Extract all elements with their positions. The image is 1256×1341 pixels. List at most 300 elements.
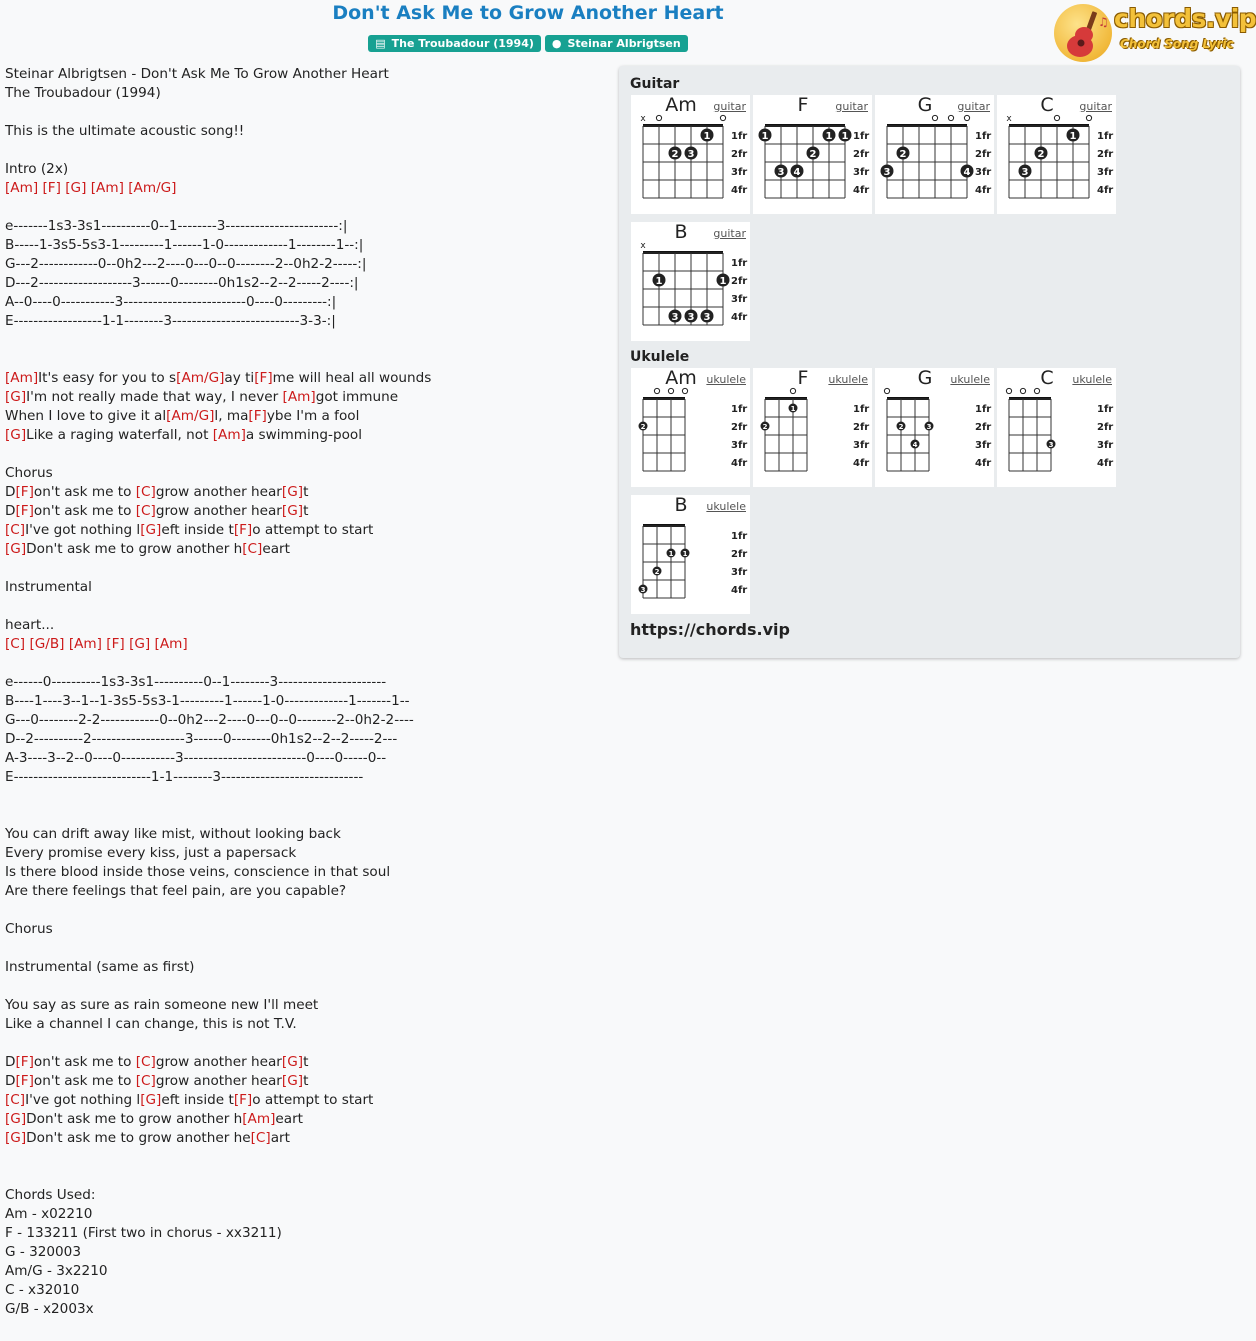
chord-token[interactable]: [F] [15,484,34,500]
lyric-line [5,179,615,198]
lyrics-body [5,65,615,1319]
fret-label: 2fr [1097,422,1114,433]
chord-token[interactable]: [C] [5,522,26,538]
lyric-text: I've got nothing l [25,1092,141,1108]
finger-number: 1 [703,130,711,142]
chord-token[interactable]: [C] [5,1092,26,1108]
ukulele-chord-card[interactable] [997,368,1116,487]
finger-number: 1 [841,130,849,142]
lyric-line [5,350,615,369]
lyric-text: I've got nothing l [25,522,141,538]
chord-token[interactable]: [Am] [5,370,39,386]
chord-token[interactable]: [F] [15,1054,34,1070]
chord-diagram [753,95,872,214]
lyric-line [5,673,615,692]
lyric-line [5,768,615,787]
guitar-chord-card[interactable] [753,95,872,214]
guitar-chord-card[interactable] [631,222,750,341]
lyric-text: got immune [315,389,399,405]
chord-token[interactable]: [Am] [154,636,188,652]
lyric-text: Steinar Albrigtsen - Don't Ask Me To Grow Another Heart [5,66,389,82]
open-string-marker [1020,388,1025,393]
fret-label: 3fr [975,440,992,451]
ukulele-chord-card[interactable] [631,368,750,487]
lyric-text: The Troubadour (1994) [5,85,161,101]
fret-label: 4fr [853,458,870,469]
lyric-line [5,65,615,84]
lyric-text: It's easy for you to s [38,370,177,386]
chord-token[interactable]: [Am] [282,389,316,405]
lyric-text: D--2----------2-------------------3------0--------0h1s2--2--2-----2--- [5,731,398,747]
lyric-text: B-----1-3s5-5s3-1---------1------1-0-------------1--------1--:| [5,237,364,253]
fret-label: 4fr [975,185,992,196]
fret-label: 3fr [731,440,748,451]
chord-token[interactable]: [Am/G] [128,180,177,196]
chord-token[interactable]: [F] [15,503,34,519]
chord-diagram [997,95,1116,214]
lyric-text: B----1----3--1--1-3s5-5s3-1---------1------1-0-------------1-------1-- [5,693,410,709]
finger-number: 2 [762,422,768,431]
lyric-line [5,388,615,407]
finger-number: 2 [899,148,907,160]
fret-label: 4fr [1097,185,1114,196]
fret-label: 2fr [731,549,748,560]
lyric-text: Don't ask me to grow another he [26,1130,251,1146]
lyric-line [5,597,615,616]
lyric-text: E------------------1-1--------3--------------------------3-3-:| [5,313,336,329]
lyric-text: eart [262,541,290,557]
lyric-text: Intro (2x) [5,161,69,177]
guitar-chord-card[interactable] [631,95,750,214]
guitar-chord-card[interactable] [875,95,994,214]
lyric-text: on't ask me to [33,1073,136,1089]
muted-string-marker: x [640,241,646,251]
chord-token[interactable]: [Am] [5,180,39,196]
fret-label: 3fr [1097,440,1114,451]
chord-token[interactable]: [G] [5,1111,27,1127]
chord-token[interactable]: [Am] [68,636,102,652]
finger-number: 2 [809,148,817,160]
chord-token[interactable]: [C] [135,1054,156,1070]
fret-label: 3fr [731,294,748,305]
lyric-text: e-------1s3-3s1----------0--1--------3-----------------------:| [5,218,348,234]
guitar-chord-link[interactable]: guitar [957,100,990,113]
ukulele-chord-link[interactable]: ukulele [706,373,746,386]
lyric-line [5,274,615,293]
chord-diagram [631,368,750,487]
chord-name: F [797,94,809,116]
lyric-line [5,1034,615,1053]
lyric-line [5,521,615,540]
lyric-text: D [5,484,16,500]
finger-number: 3 [703,311,711,323]
finger-number: 3 [687,148,695,160]
chord-token[interactable]: [C] [250,1130,271,1146]
lyric-text: ybe I'm a fool [266,408,360,424]
lyric-text: heart... [5,617,55,633]
fret-label: 2fr [731,149,748,160]
chord-token[interactable]: [Am/G] [176,370,225,386]
lyric-line [5,502,615,521]
ukulele-chord-link[interactable]: ukulele [828,373,868,386]
guitar-chord-link[interactable]: guitar [713,227,746,240]
lyric-text: t [303,1054,309,1070]
muted-string-marker: x [640,114,646,124]
lyric-text: A-3----3--2--0----0-----------3-------------------------0----0-----0-- [5,750,387,766]
chord-token[interactable]: [F] [254,370,273,386]
lyric-line [5,863,615,882]
lyric-text: Every promise every kiss, just a papersack [5,845,297,861]
open-string-marker [932,115,937,120]
open-string-marker [1006,388,1011,393]
lyric-text: This is the ultimate acoustic song!! [5,123,245,139]
finger-number: 2 [1037,148,1045,160]
chord-token[interactable]: [G] [281,503,304,519]
logo-tagline: Chord Song Lyric [1120,37,1234,51]
fret-label: 3fr [731,167,748,178]
lyric-line [5,483,615,502]
lyric-line [5,103,615,122]
lyric-text: Am/G - 3x2210 [5,1263,108,1279]
fret-label: 1fr [975,404,992,415]
chord-token[interactable]: [F] [42,180,61,196]
lyric-text: Instrumental [5,579,92,595]
lyric-text: o attempt to start [252,522,374,538]
fret-label: 2fr [853,422,870,433]
lyric-line [5,901,615,920]
fret-label: 1fr [731,258,748,269]
artist-badge[interactable] [545,35,688,52]
finger-number: 3 [883,166,891,178]
lyric-text: You can drift away like mist, without looking back [5,826,341,842]
fret-label: 2fr [975,149,992,160]
lyric-line [5,540,615,559]
lyric-line [5,1243,615,1262]
finger-number: 3 [687,311,695,323]
artist-badge-label: Steinar Albrigtsen [567,37,681,50]
lyric-line [5,578,615,597]
chord-token[interactable]: [Am/G] [166,408,215,424]
chord-token[interactable]: [G] [140,1092,162,1108]
lyric-line [5,1224,615,1243]
chord-token[interactable]: [Am] [90,180,124,196]
fret-label: 3fr [1097,167,1114,178]
lyric-line [5,996,615,1015]
site-url-link[interactable]: https://chords.vip [630,620,790,639]
finger-number: 4 [912,440,918,449]
lyric-line [5,939,615,958]
lyric-text: a swimming-pool [245,427,362,443]
lyric-text: E----------------------------1-1--------3----------------------------- [5,769,364,785]
chord-diagram [631,222,750,341]
lyric-text: ay ti [224,370,255,386]
open-string-marker [884,388,889,393]
lyric-text: Chords Used: [5,1187,96,1203]
lyric-text: Is there blood inside those veins, conscience in that soul [5,864,391,880]
chord-name: G [917,94,933,116]
ukulele-chord-card[interactable] [753,368,872,487]
finger-number: 2 [654,567,660,576]
chord-token[interactable]: [F] [248,408,267,424]
lyric-line [5,464,615,483]
chord-token[interactable]: [F] [233,522,253,538]
lyric-line [5,1167,615,1186]
chord-token[interactable]: [C] [135,1073,156,1089]
finger-number: 3 [1048,440,1054,449]
guitar-section-label: Guitar [630,76,680,92]
lyric-line [5,1148,615,1167]
fret-label: 4fr [1097,458,1114,469]
ukulele-chord-card[interactable] [875,368,994,487]
chord-token[interactable]: [C] [135,484,156,500]
fret-label: 3fr [731,567,748,578]
lyric-text: Chorus [5,465,53,481]
lyric-text: Like a channel I can change, this is not T.V. [5,1016,297,1032]
lyric-text: G - 320003 [5,1244,81,1260]
album-badge[interactable] [368,35,541,52]
finger-number: 1 [790,404,796,413]
finger-number: 3 [640,585,646,594]
lyric-line [5,882,615,901]
guitar-chord-link[interactable]: guitar [713,100,746,113]
fret-label: 1fr [853,131,870,142]
lyric-line [5,1053,615,1072]
lyric-line [5,369,615,388]
chord-token[interactable]: [G] [281,484,304,500]
chord-token[interactable]: [G] [65,180,87,196]
guitar-chord-card[interactable] [997,95,1116,214]
open-string-marker [790,388,795,393]
lyric-text: t [303,1073,309,1089]
logo-wordmark: chords.vip [1114,4,1256,33]
lyric-text: A--0----0-----------3-------------------------0----0---------:| [5,294,337,310]
lyric-text: on't ask me to [33,503,136,519]
lyric-line [5,407,615,426]
lyric-line [5,1300,615,1319]
chord-name: C [1040,367,1054,389]
ukulele-chord-card[interactable] [631,495,750,614]
lyric-text: on't ask me to [33,484,136,500]
finger-number: 4 [963,166,971,178]
chord-token[interactable]: [G] [140,522,162,538]
lyric-line [5,1129,615,1148]
chord-token[interactable]: [C] [135,503,156,519]
open-string-marker [948,115,953,120]
lyric-line [5,198,615,217]
lyric-line [5,331,615,350]
open-string-marker [668,388,673,393]
chord-token[interactable]: [G] [5,389,27,405]
fret-label: 3fr [853,440,870,451]
chord-name: B [674,221,688,243]
chord-token[interactable]: [G/B] [29,636,65,652]
fret-label: 1fr [1097,131,1114,142]
lyric-text: grow another hear [155,1054,282,1070]
open-string-marker [964,115,969,120]
fret-label: 4fr [853,185,870,196]
fret-label: 4fr [731,585,748,596]
lyric-line [5,84,615,103]
finger-number: 3 [671,311,679,323]
lyric-line [5,1072,615,1091]
lyric-text: Are there feelings that feel pain, are you capable? [5,883,347,899]
fret-label: 4fr [731,185,748,196]
lyric-line [5,312,615,331]
finger-number: 1 [668,549,674,558]
lyric-text: Like a raging waterfall, not [26,427,213,443]
finger-number: 3 [777,166,785,178]
lyric-line [5,160,615,179]
lyric-text: on't ask me to [33,1054,136,1070]
lyric-text: eft inside t [161,522,234,538]
lyric-line [5,1186,615,1205]
finger-number: 1 [719,275,727,287]
finger-number: 1 [655,275,663,287]
lyric-line [5,1262,615,1281]
chord-token[interactable]: [G] [281,1073,304,1089]
lyric-text: Don't ask me to grow another h [26,541,243,557]
open-string-marker [1034,388,1039,393]
ukulele-chord-link[interactable]: ukulele [1072,373,1112,386]
lyric-line [5,445,615,464]
lyric-text: You say as sure as rain someone new I'll meet [5,997,319,1013]
fret-label: 3fr [975,167,992,178]
lyric-line [5,635,615,654]
finger-number: 1 [682,549,688,558]
lyric-line [5,1015,615,1034]
album-badge-label: The Troubadour (1994) [391,37,534,50]
lyric-line [5,977,615,996]
lyric-line [5,293,615,312]
fret-label: 4fr [731,312,748,323]
chord-token[interactable]: [F] [106,636,125,652]
lyric-line [5,711,615,730]
ukulele-chord-link[interactable]: ukulele [706,500,746,513]
user-icon: ● [551,37,562,50]
fret-label: 1fr [731,531,748,542]
lyric-line [5,559,615,578]
svg-text:♫: ♫ [1098,15,1109,29]
fret-label: 2fr [731,422,748,433]
lyric-line [5,122,615,141]
muted-string-marker: x [1006,114,1012,124]
lyric-text: art [270,1130,290,1146]
finger-number: 1 [825,130,833,142]
lyric-text: eart [275,1111,303,1127]
chord-diagram [997,368,1116,487]
lyric-text: F - 133211 (First two in chorus - xx3211) [5,1225,282,1241]
chord-name: B [674,494,688,516]
badge-row [0,35,1056,52]
chord-token[interactable]: [G] [5,541,27,557]
chord-token[interactable]: [F] [233,1092,253,1108]
finger-number: 2 [640,422,646,431]
finger-number: 3 [926,422,932,431]
site-logo[interactable] [1054,2,1256,62]
lyric-text: When I love to give it al [5,408,167,424]
chord-name: G [917,367,933,389]
fret-label: 2fr [853,149,870,160]
chord-name: Am [665,367,697,389]
lyric-line [5,1110,615,1129]
open-string-marker [1054,115,1059,120]
lyric-text: me will heal all wounds [272,370,432,386]
lyric-line [5,255,615,274]
fret-label: 4fr [975,458,992,469]
lyric-text: D [5,1054,16,1070]
finger-number: 2 [898,422,904,431]
chord-token[interactable]: [G] [129,636,151,652]
fret-label: 2fr [731,276,748,287]
chord-token[interactable]: [G] [5,427,27,443]
lyric-line [5,844,615,863]
open-string-marker [720,115,725,120]
guitar-chord-link[interactable]: guitar [1079,100,1112,113]
open-string-marker [654,388,659,393]
lyric-line [5,806,615,825]
lyric-text: D---2-------------------3------0--------0h1s2--2--2-----2----:| [5,275,359,291]
lyric-text: Am - x02210 [5,1206,93,1222]
fret-label: 1fr [1097,404,1114,415]
guitar-chord-link[interactable]: guitar [835,100,868,113]
lyric-line [5,1205,615,1224]
lyric-line [5,236,615,255]
fret-label: 1fr [975,131,992,142]
page-title: Don't Ask Me to Grow Another Heart [332,2,724,24]
chord-diagram [875,368,994,487]
open-string-marker [656,115,661,120]
lyric-text: Instrumental (same as first) [5,959,195,975]
fret-label: 1fr [731,404,748,415]
open-string-marker [1086,115,1091,120]
lyric-line [5,141,615,160]
ukulele-section-label: Ukulele [630,349,690,365]
lyric-line [5,730,615,749]
chord-token[interactable]: [G] [281,1054,304,1070]
chord-token[interactable]: [F] [15,1073,34,1089]
lyric-line [5,654,615,673]
fret-label: 4fr [731,458,748,469]
lyric-text: grow another hear [155,484,282,500]
lyric-text: t [303,484,309,500]
lyric-text: Chorus [5,921,53,937]
lyric-text: C - x32010 [5,1282,80,1298]
finger-number: 1 [1069,130,1077,142]
chord-token[interactable]: [G] [5,1130,27,1146]
ukulele-chord-link[interactable]: ukulele [950,373,990,386]
lyric-text: Don't ask me to grow another h [26,1111,243,1127]
chord-diagrams-panel [619,66,1240,658]
lyric-text: eft inside t [161,1092,234,1108]
lyric-text: grow another hear [155,1073,282,1089]
lyric-line [5,825,615,844]
lyric-line [5,1091,615,1110]
chord-token[interactable]: [Am] [212,427,246,443]
fret-label: 1fr [731,131,748,142]
chord-name: F [797,367,809,389]
lyric-text: G/B - x2003x [5,1301,94,1317]
lyric-line [5,426,615,445]
chord-token[interactable]: [C] [242,541,263,557]
chord-diagram [631,495,750,614]
chord-token[interactable]: [Am] [242,1111,276,1127]
lyric-line [5,787,615,806]
fret-label: 1fr [853,404,870,415]
lyric-text: G---2------------0--0h2---2----0---0--0--------2--0h2-2-----:| [5,256,367,272]
lyric-text: t [303,503,309,519]
chord-token[interactable]: [C] [5,636,26,652]
lyric-line [5,920,615,939]
